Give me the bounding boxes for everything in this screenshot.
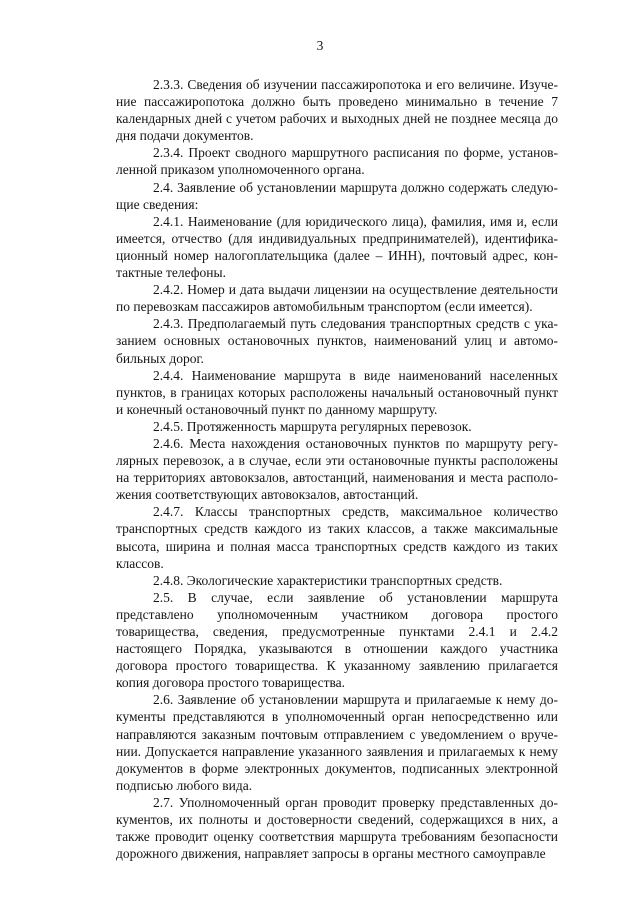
paragraph-2-7: 2.7. Уполномоченный орган проводит проверку представленных документов, их полноты и достоверности сведений, содержащихся в них, а также проводит оценку соответствия маршрута требованиям безопасности дорожного движения, направляет запросы в органы местного самоуправле [116, 794, 558, 862]
paragraph-2-3-3: 2.3.3. Сведения об изучении пассажиропотока и его величине. Изучение пассажиропотока должно быть проведено минимально в течение 7 календарных дней с учетом рабочих и выходных дней не позднее месяца до дня подачи документов. [116, 77, 558, 144]
paragraph-2-3-4: 2.3.4. Проект сводного маршрутного расписания по форме, установленной приказом уполномоченного органа. [116, 145, 558, 178]
paragraph-2-5: 2.5. В случае, если заявление об установлении маршрута представлено уполномоченным участником договора простого товарищества, сведения, предусмотренные пунктами 2.4.1 и 2.4.2 настоящего Порядка, указываются в отношении каждого участника договора простого товарищества. К указанному заявлению прилагается копия договора простого товарищества. [116, 589, 558, 691]
paragraph-2-4-3: 2.4.3. Предполагаемый путь следования транспортных средств с указанием основных остановочных пунктов, наименований улиц и автомобильных дорог. [116, 316, 558, 366]
paragraph-2-4-6: 2.4.6. Места нахождения остановочных пунктов по маршруту регулярных перевозок, а в случае, если эти остановочные пункты расположены на территориях автовокзалов, автостанций, наименования и места расположения соответствующих автовокзалов, автостанций. [116, 435, 558, 503]
paragraph-2-6: 2.6. Заявление об установлении маршрута и прилагаемые к нему документы представляются в уполномоченный орган непосредственно или направляются заказным почтовым отправлением с уведомлением о вручении. Допускается направление указанного заявления и прилагаемых к нему документов в форме электронных документов, подписанных электронной подписью любого вида. [116, 692, 558, 793]
paragraph-2-4-7: 2.4.7. Классы транспортных средств, максимальное количество транспортных средств каждого из таких классов, а также максимальные высота, ширина и полная масса транспортных средств каждого из таких классов. [116, 504, 558, 571]
document-body [116, 76, 558, 862]
page-number: 3 [316, 38, 324, 53]
paragraph-2-4-1: 2.4.1. Наименование (для юридического лица), фамилия, имя и, если имеется, отчество (для индивидуальных предпринимателей), идентификационный номер налогоплательщика (далее – ИНН), почтовый адрес, контактные телефоны. [116, 213, 558, 281]
paragraph-2-4-2: 2.4.2. Номер и дата выдачи лицензии на осуществление деятельности по перевозкам пассажиров автомобильным транспортом (если имеется). [116, 282, 558, 315]
paragraph-2-4-5: 2.4.5. Протяженность маршрута регулярных перевозок. [153, 418, 472, 434]
paragraph-2-4-4: 2.4.4. Наименование маршрута в виде наименований населенных пунктов, в границах которых расположены начальный остановочный пункт и конечный остановочный пункт по данному маршруту. [116, 367, 558, 417]
paragraph-2-4: 2.4. Заявление об установлении маршрута должно содержать следующие сведения: [116, 179, 558, 212]
paragraph-2-4-8: 2.4.8. Экологические характеристики транспортных средств. [153, 572, 503, 588]
